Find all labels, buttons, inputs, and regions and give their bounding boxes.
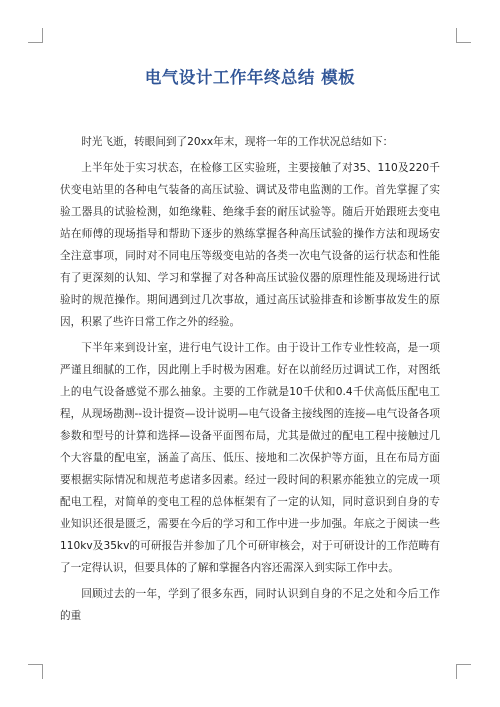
crop-mark-top-right — [456, 28, 471, 43]
crop-mark-bottom-right — [456, 664, 471, 679]
paragraph-first-half: 上半年处于实习状态，在检修工区实验班，主要接触了对35、110及220千伏变电站里的各种电气装备的高压试验、调试及带电监测的工作。首先掌握了实验工器具的试验检测，如绝缘鞋、绝缘手套的耐压试验等。随后开始跟班去变电站在师傅的现场指导和帮助下逐步的熟练掌握各种高压试验的操作方法和现场安全注意事项，同时对不同电压等级变电站的各类一次电气设备的运行状态和性能有了更深刻的认知、学习和掌握了对各种高压试验仪器的原理性能及现场进行试验时的规范操作。期间遇到过几次事故，通过高压试验排查和诊断事故发生的原因，积累了些许日常工作之外的经验。 — [60, 162, 440, 328]
crop-mark-bottom-left — [28, 664, 43, 679]
paragraph-review: 回顾过去的一年，学到了很多东西，同时认识到自身的不足之处和今后工作的重 — [60, 588, 440, 622]
paragraph-intro: 时光飞逝，转眼间到了20xx年末，现将一年的工作状况总结如下： — [81, 136, 394, 148]
crop-mark-top-left — [28, 28, 43, 43]
document-body — [60, 131, 440, 631]
document-title: 电气设计工作年终总结 模板 — [144, 68, 356, 87]
paragraph-second-half: 下半年来到设计室，进行电气设计工作。由于设计工作专业性较高，是一项严谨且细腻的工作，因此刚上手时极为困难。好在以前经历过调试工作，对图纸上的电气设备感觉不那么抽象。主要的工作就是10千伏和0.4千伏高低压配电工程，从现场勘测--设计提资—设计说明—电气设备主接线图的连接—电气设备各项参数和型号的计算和选择—设备平面图布局，尤其是做过的配电工程中接触过几个大容量的配电室，涵盖了高压、低压、接地和二次保护等方面，且在布局方面要根据实际情况和规范考虑诸多因素。经过一段时间的积累亦能独立的完成一项配电工程，对简单的变电工程的总体框架有了一定的认知，同时意识到自身的专业知识还很是匮乏，需要在今后的学习和工作中进一步加强。年底之于阅读一些110kv及35kv的可研报告并参加了几个可研审核会，对于可研设计的工作范畴有了一定得认识，但要具体的了解和掌握各内容还需深入到实际工作中去。 — [60, 342, 440, 574]
